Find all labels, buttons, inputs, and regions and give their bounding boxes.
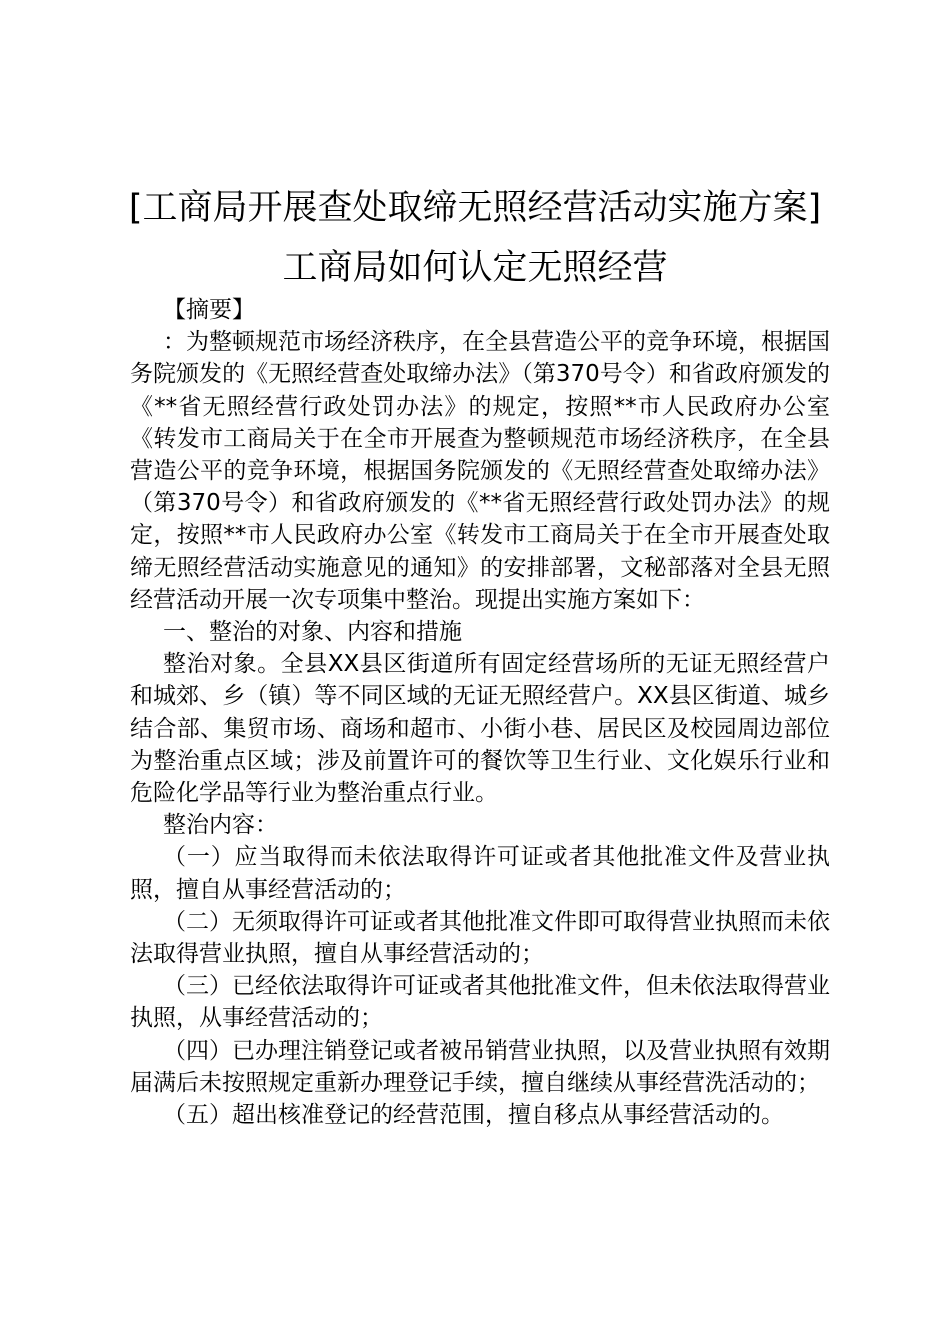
document-body xyxy=(130,294,830,1131)
abstract-label: 【摘要】 xyxy=(163,297,255,323)
document-title-line-2: 工商局如何认定无照经营 xyxy=(282,248,668,288)
section-heading: 一、整治的对象、内容和措施 xyxy=(163,619,462,646)
paragraph-targets: 整治对象。全县XX县区街道所有固定经营场所的无证无照经营户和城郊、乡（镇）等不同区域的无证无照经营户。XX县区街道、城乡结合部、集贸市场、商场和超市、小街小巷、居民区及校园周边部位为整治重点区域；涉及前置许可的餐饮等卫生行业、文化娱乐行业和危险化学品等行业为整治重点行业。 xyxy=(130,651,830,807)
list-item-2: （二）无须取得许可证或者其他批准文件即可取得营业执照而未依法取得营业执照，擅自从事经营活动的； xyxy=(130,908,830,968)
document-title-line-1: [工商局开展查处取缔无照经营活动实施方案] xyxy=(128,188,822,228)
paragraph-intro: ：为整顿规范市场经济秩序，在全县营造公平的竞争环境，根据国务院颁发的《无照经营查处取缔办法》（第370号令）和省政府颁发的《**省无照经营行政处罚办法》的规定，按照**市人民政府办公室《转发市工商局关于在全市开展查为整顿规范市场经济秩序，在全县营造公平的竞争环境，根据国务院颁发的《无照经营查处取缔办法》（第370号令）和省政府颁发的《**省无照经营行政处罚办法》的规定，按照**市人民政府办公室《转发市工商局关于在全市开展查处取缔无照经营活动实施意见的通知》的安排部署，文秘部落对全县无照经营活动开展一次专项集中整治。现提出实施方案如下： xyxy=(130,329,830,613)
paragraph-content-label: 整治内容： xyxy=(163,812,278,839)
list-item-4: （四）已办理注销登记或者被吊销营业执照，以及营业执照有效期届满后未按照规定重新办理登记手续，擅自继续从事经营洗活动的； xyxy=(130,1037,830,1096)
list-item-3: （三）已经依法取得许可证或者其他批准文件，但未依法取得营业执照，从事经营活动的； xyxy=(130,973,830,1032)
list-item-5: （五）超出核准登记的经营范围，擅自移点从事经营活动的。 xyxy=(163,1102,784,1129)
list-item-1: （一）应当取得而未依法取得许可证或者其他批准文件及营业执照，擅自从事经营活动的； xyxy=(130,844,830,903)
